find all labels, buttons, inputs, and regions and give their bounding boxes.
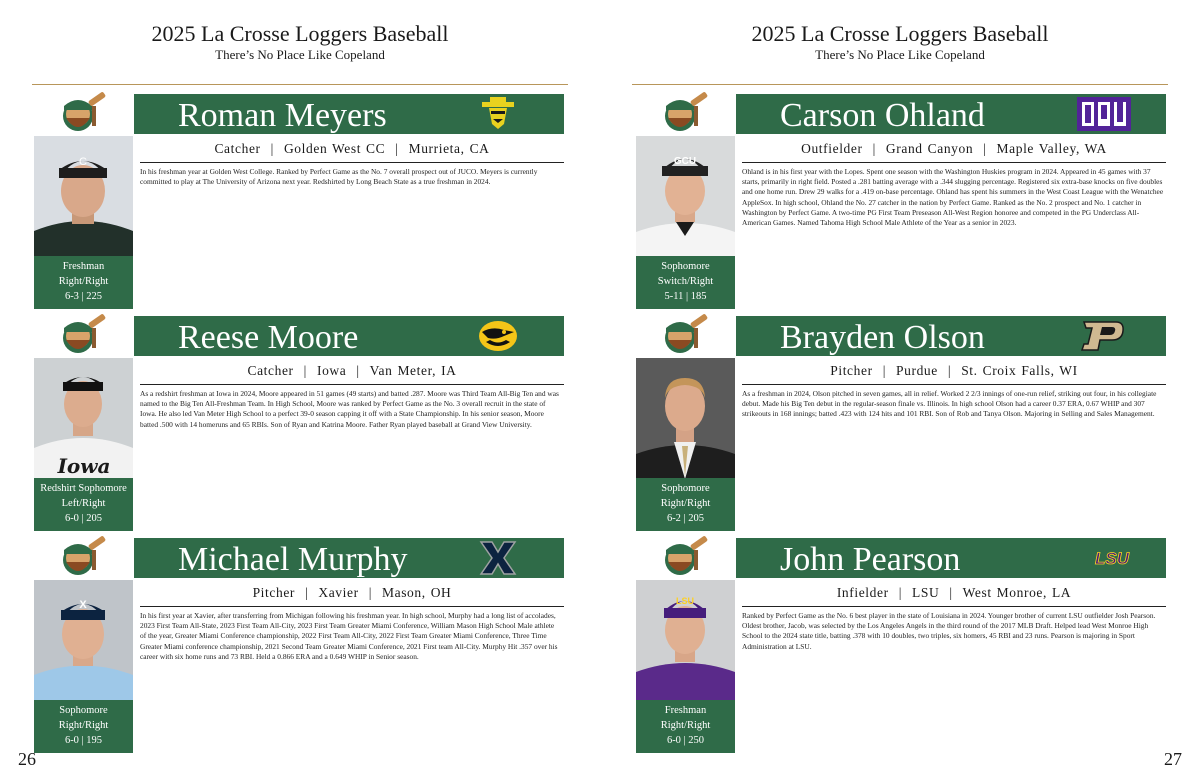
player-bats-throws: Right/Right xyxy=(58,720,109,731)
player-meta: Infielder | LSU | West Monroe, LA xyxy=(836,585,1072,600)
player-card xyxy=(32,536,564,754)
header-rule xyxy=(32,84,568,85)
header-rule xyxy=(632,84,1168,85)
player-position: Infielder xyxy=(836,585,889,600)
player-name-banner xyxy=(134,316,564,356)
meta-divider xyxy=(742,606,1166,607)
player-school: Golden West CC xyxy=(283,141,386,156)
xavier-x-icon xyxy=(478,540,518,576)
player-name-banner xyxy=(134,94,564,134)
player-info-box xyxy=(34,478,133,531)
loggers-mascot-icon xyxy=(654,314,714,356)
player-hometown: St. Croix Falls, WI xyxy=(961,363,1078,378)
player-photo xyxy=(34,580,133,701)
player-meta: Catcher | Iowa | Van Meter, IA xyxy=(247,363,457,378)
player-info-box xyxy=(34,700,133,753)
player-name-banner xyxy=(736,316,1166,356)
player-info-box xyxy=(636,256,735,309)
player-height-weight: 6-2 | 205 xyxy=(666,513,705,524)
page-number: 26 xyxy=(18,749,36,769)
meta-divider xyxy=(140,162,564,163)
player-class: Freshman xyxy=(664,705,707,716)
player-bats-throws: Switch/Right xyxy=(657,276,714,287)
meta-divider xyxy=(140,384,564,385)
player-info-box xyxy=(34,256,133,309)
player-card xyxy=(32,92,564,310)
right-page xyxy=(600,0,1200,776)
player-name: John Pearson xyxy=(780,541,961,578)
purdue-p-icon xyxy=(1078,318,1126,354)
player-height-weight: 6-3 | 225 xyxy=(64,291,103,302)
player-hometown: Maple Valley, WA xyxy=(996,141,1107,156)
meta-divider xyxy=(140,606,564,607)
golden-west-rustler-icon xyxy=(478,96,518,132)
player-bio: Ohland is in his first year with the Lopes. Spent one season with the Washington Huskies program in 2024. Appeared in 45 games with 37 starts, primarily in right field. Posted a .281 batting average with a .344 slugging percentage. Registered six extra-base knocks on five doubles and one home run. Drew 29 walks for a .419 on-base percentage. Ohland has spent his summers in the West Coast League with the Wenatchee AppleSox. In high school, Ohland the No. 27 catcher in the nation by Perfect Game. Ranked as the No. 2 prospect and No. 1 catcher in Washington by Perfect Game. A two-time PG First Team Preseason All-West Region honoree and competed in the PG Underclass All-American Games. Named Tahoma High School Male Athlete of the Year as a senior in 2023. xyxy=(742,167,1164,228)
player-bio: As a freshman in 2024, Olson pitched in seven games, all in relief. Worked 2 2/3 innings of one-run relief, striking out four, in his collegiate debut. Made his Big Ten debut in the regular-season finale vs. Illinois. In high school Olson had a career 0.37 ERA, 0.67 WHIP and 307 strikeouts in 168 innings; batted .423 with 124 hits and 101 RBI. Son of Rob and Tanya Olson. Majoring in Selling and Sales Management. xyxy=(742,389,1157,419)
player-bats-throws: Right/Right xyxy=(660,498,711,509)
lsu-logo-icon xyxy=(1088,540,1136,576)
page-title: 2025 La Crosse Loggers Baseball xyxy=(751,21,1049,46)
player-position: Catcher xyxy=(214,141,261,156)
player-info-box xyxy=(636,478,735,531)
player-name-banner xyxy=(134,538,564,578)
meta-divider xyxy=(742,162,1166,163)
player-hometown: West Monroe, LA xyxy=(962,585,1072,600)
player-card xyxy=(634,536,1166,754)
player-height-weight: 5-11 | 185 xyxy=(664,291,707,302)
loggers-mascot-icon xyxy=(654,92,714,134)
player-card xyxy=(634,314,1166,532)
svg-text:X: X xyxy=(79,599,87,611)
player-name: Carson Ohland xyxy=(780,97,985,134)
page-subtitle: There’s No Place Like Copeland xyxy=(215,47,385,62)
loggers-mascot-icon xyxy=(52,92,112,134)
player-height-weight: 6-0 | 250 xyxy=(666,735,705,746)
meta-divider xyxy=(742,384,1166,385)
player-school: Iowa xyxy=(316,363,347,378)
player-name-banner xyxy=(736,94,1166,134)
page-subtitle: There’s No Place Like Copeland xyxy=(815,47,985,62)
player-bats-throws: Right/Right xyxy=(58,276,109,287)
player-school: LSU xyxy=(912,585,940,600)
player-class: Sophomore xyxy=(59,705,108,716)
player-class: Sophomore xyxy=(661,483,710,494)
page-number: 27 xyxy=(1164,749,1182,769)
player-school: Xavier xyxy=(318,585,359,600)
player-info-box xyxy=(636,700,735,753)
player-photo xyxy=(636,136,735,257)
player-bats-throws: Left/Right xyxy=(61,498,106,509)
player-position: Pitcher xyxy=(830,363,873,378)
svg-text:LSU: LSU xyxy=(676,596,694,606)
loggers-mascot-icon xyxy=(52,536,112,578)
player-name: Reese Moore xyxy=(178,319,359,356)
page-title: 2025 La Crosse Loggers Baseball xyxy=(151,21,449,46)
player-school: Purdue xyxy=(896,363,938,378)
player-meta: Catcher | Golden West CC | Murrieta, CA xyxy=(214,141,490,156)
player-hometown: Van Meter, IA xyxy=(369,363,457,378)
svg-text:Iowa: Iowa xyxy=(57,454,111,478)
player-bio: In his first year at Xavier, after transferring from Michigan following his freshman year. In high school, Murphy had a long list of accolades, 2023 First Team All-State, 2023 First Team All-City, 2023 First Team Greater Miami Conference, William Mason High School Male athlete of the year, Greater Miami Conference championship, 2022 First Team All-City, 2022 First Team Greater Miami Conference, Three Time Greater Miami conference championship, 2021 Second Team Greater Miami Conference, 2021 First team All-City. Murphy Hit .357 over his career with six home runs and 73 RBI. Held a 0.866 ERA and a 0.649 WHIP in Senior season. xyxy=(140,611,558,661)
player-name: Michael Murphy xyxy=(178,541,408,578)
player-card xyxy=(634,92,1166,310)
player-photo xyxy=(636,580,735,701)
loggers-mascot-icon xyxy=(654,536,714,578)
player-height-weight: 6-0 | 205 xyxy=(64,513,103,524)
player-bio: Ranked by Perfect Game as the No. 6 best player in the state of Louisiana in 2024. Younger brother of current LSU outfielder Josh Pearson. Oldest brother, Jacob, was selected by the Los Angeles Angels in the third round of the 2017 MLB Draft. Helped lead West Monroe High School to the 2024 state title, batting .378 with 10 doubles, two triples, six homers, 45 RBI and 23 runs. Pearson is majoring in Sport Administration at LSU. xyxy=(742,611,1156,651)
player-name: Roman Meyers xyxy=(178,97,387,134)
player-height-weight: 6-0 | 195 xyxy=(64,735,103,746)
player-class: Freshman xyxy=(62,261,105,272)
player-hometown: Murrieta, CA xyxy=(408,141,490,156)
player-position: Pitcher xyxy=(252,585,296,600)
player-photo xyxy=(34,136,133,257)
svg-text:C: C xyxy=(79,156,87,168)
player-bio: As a redshirt freshman at Iowa in 2024, Moore appeared in 51 games (49 starts) and batted .287. Moore was Third Team All-Big Ten and was named to the Big Ten All-Freshman Team. In High School, Moore was ranked by Perfect Game as the No. 3 overall recruit in the state of Iowa. He also led Van Meter High School to a perfect 39-0 season capping it off with a State Championship. In his senior season, Moore batted .500 with 14 homeruns and 65 RBIs. Son of Ryan and Katrina Moore. Father Ryan played baseball at Grand View University. xyxy=(140,389,559,429)
player-class: Sophomore xyxy=(661,261,710,272)
loggers-mascot-icon xyxy=(52,314,112,356)
player-bats-throws: Right/Right xyxy=(660,720,711,731)
svg-text:GCU: GCU xyxy=(673,156,697,167)
player-photo xyxy=(34,358,133,479)
player-meta: Outfielder | Grand Canyon | Maple Valley, WA xyxy=(801,141,1107,156)
player-name-banner xyxy=(736,538,1166,578)
iowa-hawkeye-icon xyxy=(478,318,518,354)
gcu-logo-icon xyxy=(1076,96,1132,132)
player-bio: In his freshman year at Golden West College. Ranked by Perfect Game as the No. 7 overall prospect out of JUCO. Meyers is currently committed to play at The University of Arizona next year. Redshirted by Long Beach State as a true freshman in 2024. xyxy=(140,167,538,187)
svg-text:LSU: LSU xyxy=(1095,549,1129,568)
player-position: Catcher xyxy=(247,363,294,378)
player-class: Redshirt Sophomore xyxy=(40,483,127,494)
player-meta: Pitcher | Xavier | Mason, OH xyxy=(252,585,452,600)
player-school: Grand Canyon xyxy=(885,141,974,156)
player-name: Brayden Olson xyxy=(780,319,985,356)
player-meta: Pitcher | Purdue | St. Croix Falls, WI xyxy=(830,363,1078,378)
player-photo xyxy=(636,358,735,479)
player-hometown: Mason, OH xyxy=(382,585,452,600)
player-position: Outfielder xyxy=(801,141,863,156)
player-card xyxy=(32,314,564,532)
